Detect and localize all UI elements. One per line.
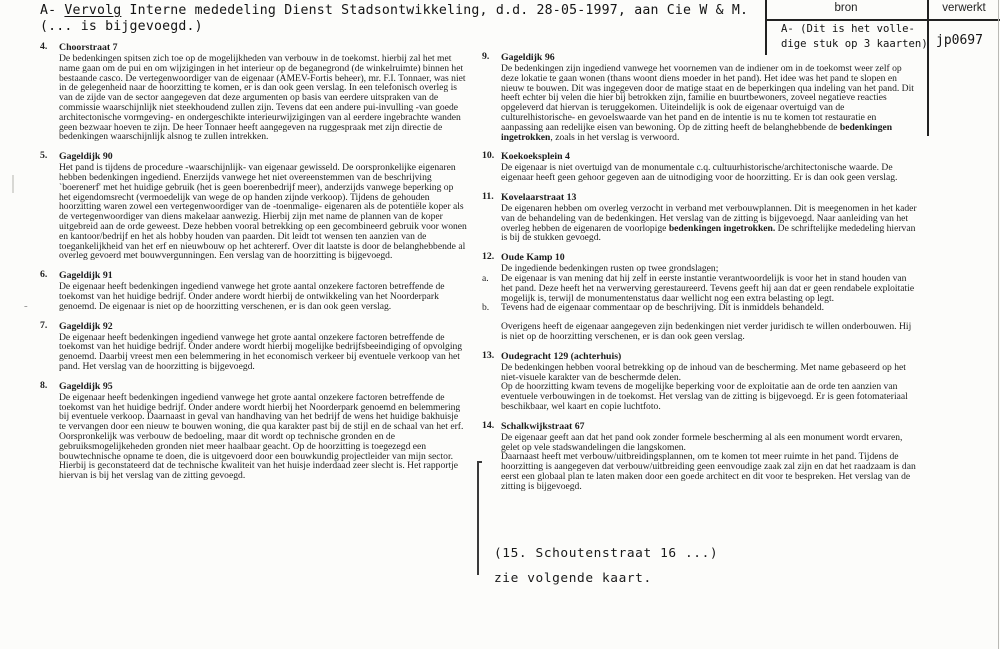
section-number: 11. [482,190,494,202]
text-run: De bedenkingen zijn ingediend vanwege het voornemen van de indiener om in de toekomst weer zelf op deze lokatie te gaan wonen (thans woont diens moeder in het pand). Het idee was het pand te slopen en nieuw te bouwen. Dit was ingegeven door de matige staat en de beperkingen qua indeling van het pand. Dit heeft echter bij velen die hier bij betrokken zijn, familie en buurtbewoners, zoveel negatieve reacties opgeleverd dat hiervan is teruggekomen. Uiteindelijk is ook de eigenaar overtuigd van de culturelhistorische- en gevoelswaarde van het pand en de intentie is nu te komen tot restauratie en aanpassing aan redelijke eisen van bewoning. Op de zitting heeft de belanghebbende de [501,63,914,133]
text-run: Op de hoorzitting kwam tevens de mogelijke beperking voor de exploitatie aan de orde ten aanzien van eventuele verbouwingen in de toekomst. Het verslag van de zitting is bijgevoegd. Er is geen fotomateriaal beschikbaar, wel kaart en copie luchtfoto. [501,381,908,412]
text-run: De bedenkingen hebben vooral betrekking op de inhoud van de bescherming. Met name gebaseerd op het niet-visuele karakter van de beschermde delen. [501,361,906,383]
document-subtitle: (... is bijgevoegd.) [40,18,203,34]
section-paragraph [59,393,467,481]
section-number: 8. [40,379,48,391]
section-paragraph [59,54,467,142]
text-run: De eigenaren hebben om overleg verzocht in verband met verbouwplannen. Dit is meegenomen in het kader van de behandeling van de bedenkingen. Het verslag van de zitting is bijgevoegd. Naar aanleiding van het overleg hebben de eigenaren de voorlopige [501,202,917,234]
section-paragraph [501,433,920,453]
text-run: De schriftelijke mededeling hiervan is bij de stukken gevoegd. [501,222,916,244]
text-run: De eigenaar heeft bedenkingen ingediend vanwege het grote aantal onzekere factoren betreffende de toekomst van het huidige bedrijf. Onder andere wordt hierbij het Noorderpark genoemd en belemmering bij eventuele verkoop. Daarnaast in geval van handhaving van het bedrijf de wens het huidige bakhuisje te vervangen door een nieuw te bouwen woning, die qua karakter past bij de stijl en de schaal van het erf. Oorspronkelijk was verbouw de bedoeling, maar dit wordt op technische gronden en de gebruiksmogelijkeheden gronden niet meer haalbaar geacht. Op de hoorzitting is toegezegd een bouwtechnische opname te doen, die is uitgevoerd door een bouwkundig projectleider van mijn sector. Hierbij is geconstateerd dat de technische kwaliteit van het huisje inderdaad zeer slecht is. Het rapportje hiervan is bij het verslag van de zitting gevoegd. [59,391,464,482]
section-oude-kamp-10 [482,252,920,342]
section-title: Oude Kamp 10 [501,252,565,264]
section-kovelaarstraat-13 [482,192,920,243]
section-title: Kovelaarstraat 13 [501,191,577,203]
section-title: Gageldijk 96 [501,52,555,63]
section-paragraph [501,363,920,383]
section-gageldijk-91 [40,270,467,311]
section-choorstraat-7 [40,42,467,142]
text-run: De eigenaar is niet overtuigd van de monumentale c.q. cultuurhistorische/architectonische waarde. De eigenaar heeft geen gehoor gegeven aan de uitnodiging voor de hoorzitting. Er is dan ook geen verslag. [501,162,898,184]
section-paragraph [501,452,920,491]
bold-text-run: bedenkingen ingetrokken [501,121,893,143]
section-title: Koekoeksplein 4 [501,151,570,163]
section-gageldijk-96 [482,52,920,142]
text-run: De eigenaar heeft bedenkingen ingediend vanwege het grote aantal onzekere factoren betreffende de toekomst van het huidige bedrijf. Onder andere wordt hierbij de ontwikkeling van het Noorderpark genoemd. De eigenaar is niet op de hoorzitting verschenen, er is dan ook geen verslag. [59,281,445,312]
stamp-note [781,22,931,52]
handwritten-margin-bracket-tick [477,461,482,463]
section-gageldijk-92 [40,321,467,372]
typewriter-note-line2: zie volgende kaart. [494,571,652,586]
section-paragraph [501,163,920,183]
section-paragraph [59,333,467,372]
section-paragraph [59,282,467,311]
text-run: , zoals in het verslag is verwoord. [550,131,680,143]
text-run: De eigenaar is van mening dat hij zelf in eerste instantie verantwoordelijk is voor het in stand houden van het pand. Deze heeft het na verwerving gerestaureerd. Tevens geeft hij aan dat er geen rendabele exploitatie mogelijk is, terwijl de monumentenstatus daar wellicht nog een extra belasting op legt. [501,272,915,304]
section-number: 14. [482,419,495,431]
typewriter-note-line1: (15. Schoutenstraat 16 ...) [494,546,719,561]
section-title: Oudegracht 129 (achterhuis) [501,350,622,362]
section-number: 5. [40,150,48,162]
typewriter-note [494,541,718,591]
sub-item-text [501,303,920,313]
sub-item-b [482,302,920,314]
title-prefix: A- [40,3,65,18]
section-title: Gageldijk 90 [59,151,113,163]
section-number: 9. [482,51,490,62]
document-title [40,3,770,19]
section-paragraph [501,322,920,342]
handwritten-dash-mark: - [24,300,28,312]
section-title: Gageldijk 92 [59,320,113,332]
document-header [40,3,770,34]
section-oudegracht-129-achterhuis [482,351,920,412]
section-title: Gageldijk 95 [59,380,113,392]
bold-text-run: bedenkingen ingetrokken. [668,222,776,234]
stamp-note-line2: dige stuk op 3 kaarten) [781,38,928,50]
text-run: Het pand is tijdens de procedure -waarschijnlijk- van eigenaar gewisseld. De oorspronkelijke eigenaren hebben bedenkingen ingediend. Enerzijds vanwege het niet overeenstemmen van de beschrijving `boerenerf' met het huidige gebruik (het is geen boerenbedrijf meer), anderzijds vanwege beperking op het eigendomsrecht (vermoedelijk van wege de op handen zijnde verkoop). Tijdens de gehouden hoorzitting waren zowel een vertegenwoordiger van de -toenmalige- eigenaren als de potentiële koper als de vertegenwoordiger van diens makelaar aanwezig. Hierbij zijn met name de plannen van de koper uitgebreid aan de orde geweest. Deze hebben vooral betrekking op een gecombineerd gebruik voor wonen en kantoor/bedrijf en het als hobby houden van paarden. Dit leidt tot wensen ten aanzien van de toegankelijkheid van het erf en nieuwbouw op het achtererf. Over dit laatste is door de belanghebbende al overleg gevoerd met bouwvergunningen. Een verslag van de hoorzitting is bijgevoegd. [59,162,467,262]
scan-edge-artifact [998,0,999,649]
section-number: 4. [40,41,48,52]
left-column [40,42,467,490]
section-title: Choorstraat 7 [59,42,118,53]
section-schalkwijkstraat-67 [482,421,920,492]
section-number: 12. [482,251,495,263]
stamp-column-header-bron: bron [834,2,858,14]
section-gageldijk-95 [40,381,467,481]
text-run: De bedenkingen spitsen zich toe op de mogelijkheden van verbouw in de toekomst. hierbij zal het met name gaan om de pui en om wijzigingen in het interieur op de beganegrond (de winkelruimte) binnen het bestaande casco. De vertegenwoordiger van de eigenaar (AMEV-Fortis beheer), mr. F.I. Tonnaer, was niet in de gelegenheid naar de hoorzitting te komen, er is dan ook geen verslag. In een telefonisch overleg is van de zijde van de sector aangegeven dat deze argumenten op basis van eerdere uitspraken van de commissie waarschijnlijk niet steekhoudend zullen zijn. Tevens dat een andere pui-invulling -van goede architectonische vormgeving- en ondergeschikte interieurwijzigingen van al eerdere ingebrachte wanden geen bezwaar hoeven te zijn. De heer Tonnaer heeft aangegeven na ruggespraak met zijn directie de bedenkingen waarschijnlijk alsnog te zullen intrekken. [59,53,466,143]
section-paragraph [501,204,920,243]
right-column [482,52,920,501]
sub-item-a [482,272,920,304]
section-number: 6. [40,269,48,281]
section-koekoeksplein-4 [482,151,920,183]
stamp-column-header-verwerkt: verwerkt [942,2,986,14]
section-paragraph [59,163,467,261]
sub-item-label: b. [482,302,490,314]
stamp-note-line1: A- (Dit is het volle- [781,23,915,35]
section-number: 13. [482,349,495,361]
section-title: Gageldijk 91 [59,270,113,282]
text-run: Daarnaast heeft met verbouw/uitbreidingsplannen, om te komen tot meer ruimte in het pand. Tijdens de hoorzitting is aangegeven dat verbouw/uitbreiding geen eenvoudige zaak zal zijn en dat het raadzaam is dan eerst een globaal plan te laten maken door een goede architect en dit voor te bespreken. Het verslag van de zitting is bijgevoegd. [501,451,916,492]
text-run: De ingediende bedenkingen rusten op twee grondslagen; [501,263,719,275]
section-paragraph [501,64,920,142]
section-title: Schalkwijkstraat 67 [501,420,585,432]
section-paragraph [501,382,920,411]
section-number: 10. [482,150,495,162]
text-run: De eigenaar geeft aan dat het pand ook zonder formele bescherming al als een monument wordt ervaren, gelet op vele stadswandelingen die langskomen. [501,431,903,453]
title-rest: Interne mededeling Dienst Stadsontwikkeling, d.d. 28-05-1997, aan Cie W & M. [121,3,749,18]
section-number: 7. [40,319,48,331]
scan-smudge-artifact [12,175,14,193]
title-underlined-word: Vervolg [64,3,122,18]
handwritten-margin-bracket [477,461,479,575]
sub-item-label: a. [482,272,489,284]
stamp-box-header-rule [765,19,1000,21]
text-run: Tevens had de eigenaar commentaar op de beschrijving. Dit is inmiddels behandeld. [501,302,825,314]
text-run: De eigenaar heeft bedenkingen ingediend vanwege het grote aantal onzekere factoren betreffende de toekomst van het huidige bedrijf. Onder andere wordt hierbij mogelijke bedrijfsbeeindiging of opvolging genoemd. Daarbij vreest men een belemmering in het economisch verkeer bij eventuele verkoop van het pand. Het verslag van de hoorzitting is bijgevoegd. [59,331,463,372]
sub-item-text [501,274,920,303]
section-gageldijk-90 [40,151,467,261]
text-run: Overigens heeft de eigenaar aangegeven zijn bedenkingen niet verder juridisch te willen onderbouwen. Hij is niet op de hoorzitting verschenen, er is dan ook geen verslag. [501,321,912,342]
stamp-processed-code: jp0697 [936,33,983,48]
